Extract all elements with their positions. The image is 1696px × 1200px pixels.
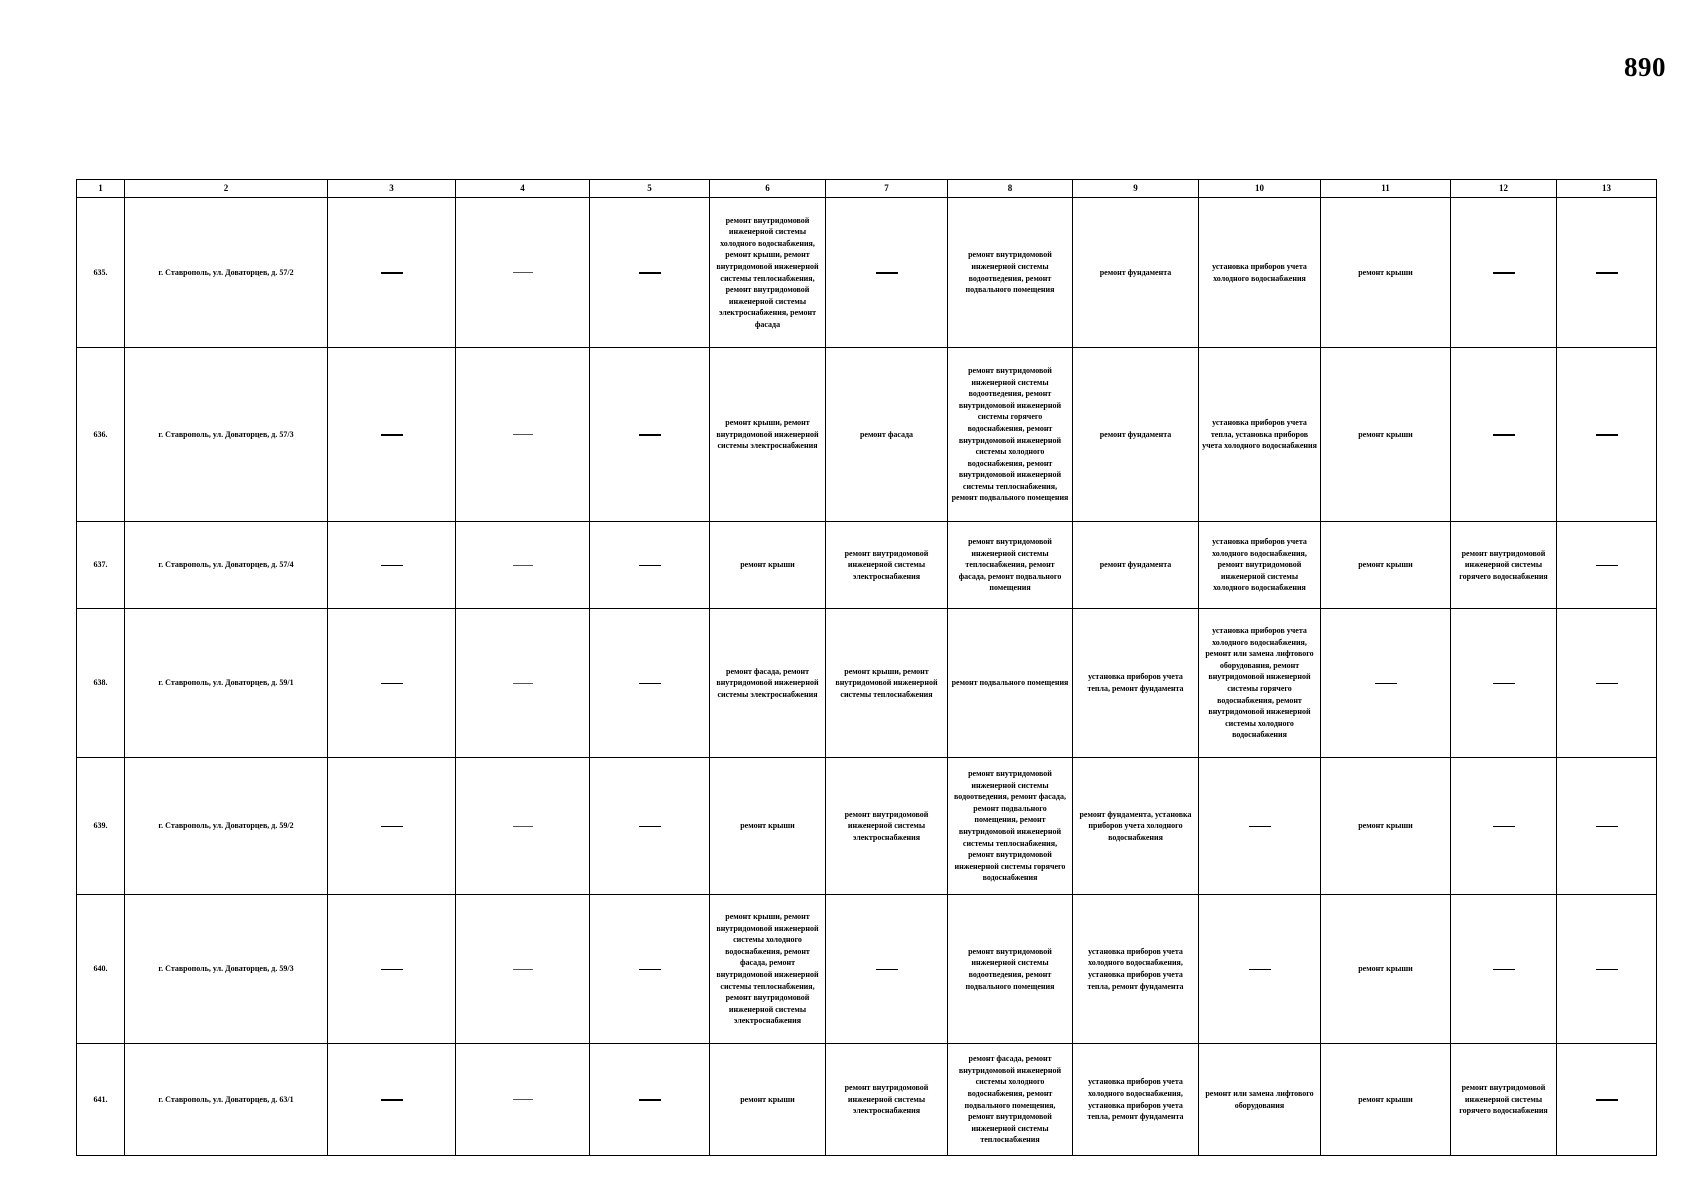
empty-cell (1451, 198, 1557, 348)
table-row (77, 895, 1657, 1044)
row-number: 636. (77, 348, 125, 522)
dash-mark (639, 272, 661, 274)
work-cell: ремонт крыши (1321, 895, 1451, 1044)
empty-cell (328, 348, 456, 522)
address-cell: г. Ставрополь, ул. Доваторцев, д. 57/4 (125, 522, 328, 609)
empty-cell (1557, 522, 1657, 609)
column-header: 2 (125, 180, 328, 198)
column-header: 4 (456, 180, 590, 198)
empty-cell (590, 609, 710, 758)
table-row (77, 1044, 1657, 1156)
row-number: 641. (77, 1044, 125, 1156)
work-cell: ремонт крыши, ремонт внутридомовой инженерной системы холодного водоснабжения, ремонт фасада, ремонт внутридомовой инженерной системы теплоснабжения, ремонт внутридомовой инженерной системы электроснабжения (710, 895, 826, 1044)
work-cell: установка приборов учета тепла, установка приборов учета холодного водоснабжения (1199, 348, 1321, 522)
empty-cell (456, 1044, 590, 1156)
column-header: 12 (1451, 180, 1557, 198)
work-cell: ремонт внутридомовой инженерной системы электроснабжения (826, 1044, 948, 1156)
dash-mark (639, 1099, 661, 1101)
table-row (77, 758, 1657, 895)
dash-mark (639, 565, 661, 567)
dash-mark (513, 434, 533, 435)
work-cell: установка приборов учета холодного водоснабжения, установка приборов учета тепла, ремонт фундамента (1073, 1044, 1199, 1156)
dash-mark (381, 1099, 403, 1101)
dash-mark (513, 683, 533, 684)
work-cell: ремонт фасада (826, 348, 948, 522)
work-cell: ремонт внутридомовой инженерной системы водоотведения, ремонт подвального помещения (948, 198, 1073, 348)
dash-mark (1493, 272, 1515, 274)
work-cell: ремонт фундамента (1073, 198, 1199, 348)
work-cell: ремонт фасада, ремонт внутридомовой инженерной системы холодного водоснабжения, ремонт подвального помещения, ремонт внутридомовой инженерной системы теплоснабжения (948, 1044, 1073, 1156)
work-cell: ремонт фундамента (1073, 522, 1199, 609)
column-header: 3 (328, 180, 456, 198)
empty-cell (590, 198, 710, 348)
column-header: 11 (1321, 180, 1451, 198)
empty-cell (1557, 895, 1657, 1044)
empty-cell (456, 522, 590, 609)
column-header: 10 (1199, 180, 1321, 198)
address-cell: г. Ставрополь, ул. Доваторцев, д. 63/1 (125, 1044, 328, 1156)
dash-mark (381, 969, 403, 971)
work-cell: ремонт крыши (1321, 1044, 1451, 1156)
work-cell: ремонт или замена лифтового оборудования (1199, 1044, 1321, 1156)
dash-mark (639, 434, 661, 436)
empty-cell (826, 198, 948, 348)
empty-cell (328, 758, 456, 895)
dash-mark (1596, 565, 1618, 567)
column-header: 9 (1073, 180, 1199, 198)
work-cell: ремонт крыши (710, 758, 826, 895)
work-cell: ремонт внутридомовой инженерной системы теплоснабжения, ремонт фасада, ремонт подвального помещения (948, 522, 1073, 609)
work-cell: установка приборов учета холодного водоснабжения, ремонт внутридомовой инженерной системы холодного водоснабжения (1199, 522, 1321, 609)
empty-cell (328, 198, 456, 348)
work-cell: ремонт крыши (1321, 758, 1451, 895)
empty-cell (328, 1044, 456, 1156)
table-body (77, 198, 1657, 1156)
empty-cell (1321, 609, 1451, 758)
work-cell: ремонт фундамента, установка приборов учета холодного водоснабжения (1073, 758, 1199, 895)
dash-mark (1596, 969, 1618, 971)
header-row (77, 180, 1657, 198)
column-header: 7 (826, 180, 948, 198)
work-cell: ремонт крыши (1321, 198, 1451, 348)
address-cell: г. Ставрополь, ул. Доваторцев, д. 57/2 (125, 198, 328, 348)
empty-cell (1199, 895, 1321, 1044)
dash-mark (513, 1099, 533, 1100)
empty-cell (590, 1044, 710, 1156)
dash-mark (381, 565, 403, 567)
dash-mark (1493, 969, 1515, 971)
capital-repair-table (76, 179, 1657, 1156)
table-row (77, 609, 1657, 758)
empty-cell (1557, 198, 1657, 348)
dash-mark (639, 683, 661, 685)
row-number: 638. (77, 609, 125, 758)
empty-cell (456, 348, 590, 522)
empty-cell (328, 522, 456, 609)
address-cell: г. Ставрополь, ул. Доваторцев, д. 59/1 (125, 609, 328, 758)
dash-mark (1493, 683, 1515, 685)
address-cell: г. Ставрополь, ул. Доваторцев, д. 59/3 (125, 895, 328, 1044)
work-cell: ремонт внутридомовой инженерной системы электроснабжения (826, 522, 948, 609)
dash-mark (1249, 826, 1271, 828)
work-cell: установка приборов учета холодного водоснабжения (1199, 198, 1321, 348)
work-cell: ремонт крыши (710, 1044, 826, 1156)
address-cell: г. Ставрополь, ул. Доваторцев, д. 59/2 (125, 758, 328, 895)
work-cell: ремонт внутридомовой инженерной системы водоотведения, ремонт подвального помещения (948, 895, 1073, 1044)
empty-cell (456, 758, 590, 895)
empty-cell (1451, 758, 1557, 895)
column-header: 6 (710, 180, 826, 198)
row-number: 635. (77, 198, 125, 348)
work-cell: ремонт крыши (1321, 522, 1451, 609)
empty-cell (328, 895, 456, 1044)
work-cell: ремонт внутридомовой инженерной системы холодного водоснабжения, ремонт крыши, ремонт внутридомовой инженерной системы теплоснабжения, ремонт внутридомовой инженерной системы электроснабжения, ремонт фасада (710, 198, 826, 348)
row-number: 639. (77, 758, 125, 895)
dash-mark (1596, 683, 1618, 685)
table-row (77, 522, 1657, 609)
work-cell: ремонт фасада, ремонт внутридомовой инженерной системы электроснабжения (710, 609, 826, 758)
page-number: 890 (1624, 52, 1666, 82)
dash-mark (381, 683, 403, 685)
work-cell: ремонт внутридомовой инженерной системы горячего водоснабжения (1451, 522, 1557, 609)
work-cell: установка приборов учета тепла, ремонт фундамента (1073, 609, 1199, 758)
work-cell: установка приборов учета холодного водоснабжения, ремонт или замена лифтового оборудования, ремонт внутридомовой инженерной системы горячего водоснабжения, ремонт внутридомовой инженерной системы холодного водоснабжения (1199, 609, 1321, 758)
dash-mark (639, 969, 661, 971)
empty-cell (1557, 609, 1657, 758)
empty-cell (328, 609, 456, 758)
row-number: 637. (77, 522, 125, 609)
empty-cell (826, 895, 948, 1044)
empty-cell (590, 522, 710, 609)
work-cell: ремонт внутридомовой инженерной системы электроснабжения (826, 758, 948, 895)
empty-cell (1451, 348, 1557, 522)
dash-mark (876, 272, 898, 274)
empty-cell (590, 348, 710, 522)
dash-mark (1596, 434, 1618, 436)
dash-mark (381, 272, 403, 274)
work-cell: установка приборов учета холодного водоснабжения, установка приборов учета тепла, ремонт фундамента (1073, 895, 1199, 1044)
empty-cell (456, 198, 590, 348)
empty-cell (1199, 758, 1321, 895)
empty-cell (1451, 895, 1557, 1044)
work-cell: ремонт внутридомовой инженерной системы водоотведения, ремонт внутридомовой инженерной системы горячего водоснабжения, ремонт внутридомовой инженерной системы холодного водоснабжения, ремонт внутридомовой инженерной системы теплоснабжения, ремонт подвального помещения (948, 348, 1073, 522)
work-cell: ремонт внутридомовой инженерной системы водоотведения, ремонт фасада, ремонт подвального помещения, ремонт внутридомовой инженерной системы теплоснабжения, ремонт внутридомовой инженерной системы горячего водоснабжения (948, 758, 1073, 895)
dash-mark (513, 969, 533, 970)
dash-mark (513, 826, 533, 827)
table-row (77, 348, 1657, 522)
empty-cell (1557, 1044, 1657, 1156)
dash-mark (513, 565, 533, 566)
empty-cell (456, 895, 590, 1044)
address-cell: г. Ставрополь, ул. Доваторцев, д. 57/3 (125, 348, 328, 522)
work-cell: ремонт фундамента (1073, 348, 1199, 522)
column-header: 13 (1557, 180, 1657, 198)
dash-mark (1375, 683, 1397, 685)
empty-cell (590, 758, 710, 895)
dash-mark (1493, 434, 1515, 436)
work-cell: ремонт крыши, ремонт внутридомовой инженерной системы электроснабжения (710, 348, 826, 522)
dash-mark (876, 969, 898, 971)
column-header: 1 (77, 180, 125, 198)
dash-mark (381, 434, 403, 436)
work-cell: ремонт крыши, ремонт внутридомовой инженерной системы теплоснабжения (826, 609, 948, 758)
dash-mark (1596, 826, 1618, 828)
dash-mark (1493, 826, 1515, 828)
dash-mark (513, 272, 533, 273)
dash-mark (639, 826, 661, 828)
empty-cell (1557, 348, 1657, 522)
empty-cell (1557, 758, 1657, 895)
column-header: 5 (590, 180, 710, 198)
empty-cell (590, 895, 710, 1044)
work-cell: ремонт внутридомовой инженерной системы горячего водоснабжения (1451, 1044, 1557, 1156)
work-cell: ремонт крыши (710, 522, 826, 609)
dash-mark (1596, 1099, 1618, 1101)
dash-mark (1249, 969, 1271, 971)
empty-cell (456, 609, 590, 758)
column-header: 8 (948, 180, 1073, 198)
table-row (77, 198, 1657, 348)
row-number: 640. (77, 895, 125, 1044)
work-cell: ремонт крыши (1321, 348, 1451, 522)
dash-mark (1596, 272, 1618, 274)
work-cell: ремонт подвального помещения (948, 609, 1073, 758)
empty-cell (1451, 609, 1557, 758)
dash-mark (381, 826, 403, 828)
